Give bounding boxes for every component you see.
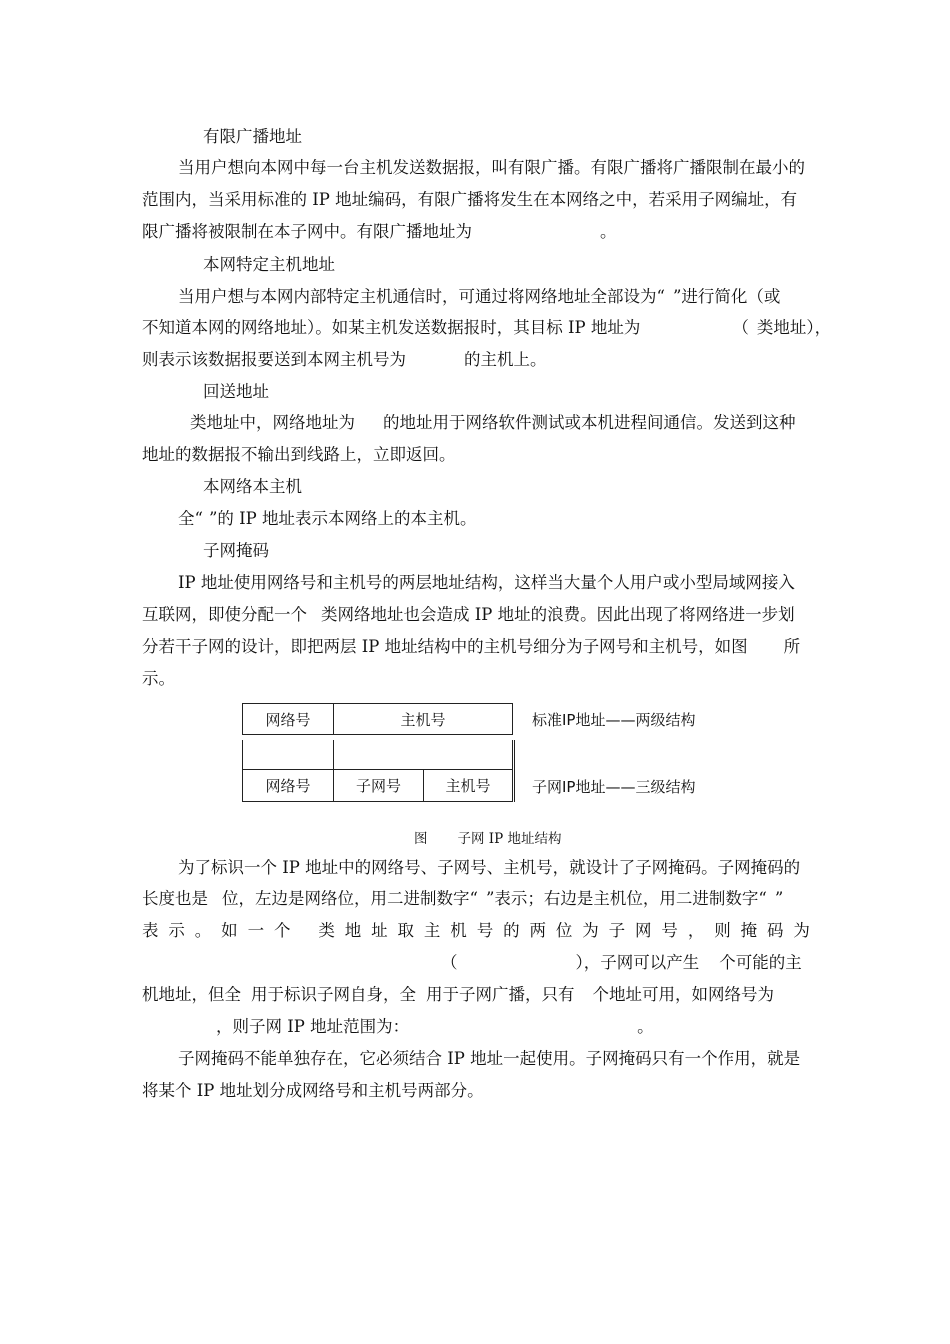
justified-char: 机 — [450, 921, 467, 940]
text-span: 则表示该数据报要送到本网主机号为 — [142, 350, 406, 369]
justified-char: 两 — [529, 921, 546, 940]
justified-char: 地 — [344, 921, 362, 940]
text-span: ” — [774, 889, 784, 908]
justified-char: 掩 — [740, 921, 758, 940]
caption-prefix: 图 — [414, 831, 428, 847]
network-field-box: 网络号 — [242, 703, 334, 735]
text-span: （ — [441, 953, 458, 972]
text-span: 互联网，即使分配一个 — [142, 605, 307, 624]
paragraph-line — [142, 349, 547, 371]
justified-char: 取 — [397, 921, 415, 940]
paragraph-line — [441, 952, 802, 974]
justified-char: 址 — [371, 921, 388, 940]
divider-line — [333, 740, 334, 769]
justified-char: 表 — [142, 921, 159, 940]
heading-subnet-mask: 子网掩码 — [203, 541, 269, 560]
justified-char: 码 — [766, 921, 784, 940]
text-span: 个地址可用，如网络号为 — [592, 985, 774, 1004]
justified-char: 如 — [221, 921, 238, 940]
text-span: 长度也是 — [142, 889, 208, 908]
heading-loopback: 回送地址 — [203, 382, 269, 401]
text-span: 的主机上。 — [464, 350, 547, 369]
text-span: ），子网可以产生 — [575, 953, 700, 972]
justified-char: 位 — [555, 921, 573, 940]
justified-char: 个 — [273, 921, 291, 940]
paragraph-line — [178, 286, 780, 308]
text-span: 类地址中，网络地址为 — [190, 413, 355, 432]
text-span: ”进行简化（或 — [672, 287, 781, 306]
text-span: 当用户想与本网内部特定主机通信时，可通过将网络地址全部设为“ — [178, 287, 665, 306]
heading-this-host: 本网络本主机 — [203, 477, 302, 496]
divider-line — [514, 740, 515, 802]
justified-char: 为 — [793, 921, 810, 940]
text-span: 位，左边是网络位，用二进制数字“ — [222, 889, 478, 908]
paragraph-line — [142, 317, 831, 339]
justified-char: 子 — [608, 921, 626, 940]
divider-line — [512, 740, 513, 769]
three-level-label: 子网IP地址——三级结构 — [532, 778, 696, 796]
heading-local-host: 本网特定主机地址 — [203, 255, 335, 274]
host-field-box: 主机号 — [423, 769, 513, 802]
text-span: 全“ — [178, 509, 203, 528]
paragraph-line — [142, 984, 774, 1006]
paragraph-line — [216, 1016, 654, 1038]
paragraph-line — [178, 508, 476, 530]
paragraph-line — [142, 604, 795, 626]
paragraph-line: 范围内，当采用标准的 IP 地址编码，有限广播将发生在本网络之中，若采用子网编址，有 — [142, 190, 798, 209]
text-span: 用于标识子网自身，全 — [251, 985, 416, 1004]
text-span: （ — [732, 318, 749, 337]
divider-line — [242, 740, 243, 769]
paragraph-line: 将某个 IP 地址划分成网络号和主机号两部分。 — [142, 1081, 484, 1100]
paragraph-line: 示。 — [142, 669, 175, 688]
text-span: 。 — [637, 1017, 654, 1036]
two-level-label: 标准IP地址——两级结构 — [532, 711, 696, 729]
paragraph-line: 子网掩码不能单独存在，它必须结合 IP 地址一起使用。子网掩码只有一个作用，就是 — [178, 1049, 801, 1068]
text-span: 机地址，但全 — [142, 985, 241, 1004]
text-span: 类地址）， — [756, 318, 832, 337]
host-field-box: 主机号 — [333, 703, 513, 735]
text-span: 。 — [600, 222, 617, 241]
paragraph-line: 为了标识一个 IP 地址中的网络号、子网号、主机号，就设计了子网掩码。子网掩码的 — [178, 858, 801, 877]
justified-char: 号 — [661, 921, 678, 940]
text-span: 限广播将被限制在本子网中。有限广播地址为 — [142, 222, 472, 241]
text-span: 的地址用于网络软件测试或本机进程间通信。发送到这种 — [383, 413, 796, 432]
justified-char: 。 — [194, 921, 212, 940]
subnet-field-box: 子网号 — [333, 769, 424, 802]
caption-text: 子网 IP 地址结构 — [457, 831, 562, 847]
text-span: ，则子网 IP 地址范围为： — [216, 1017, 410, 1036]
text-span: 不知道本网的网络地址）。如某主机发送数据报时，其目标 IP 地址为 — [142, 318, 641, 337]
paragraph-line — [142, 888, 783, 910]
justified-char: 类 — [318, 921, 335, 940]
paragraph-line — [142, 636, 800, 658]
text-span: 分若干子网的设计，即把两层 IP 地址结构中的主机号细分为子网号和主机号，如图 — [142, 637, 748, 656]
justified-line — [142, 920, 810, 942]
paragraph-line — [190, 412, 796, 434]
justified-char: ， — [687, 921, 705, 940]
justified-char: 为 — [582, 921, 599, 940]
justified-char: 示 — [168, 921, 185, 940]
justified-char: 号 — [476, 921, 494, 940]
paragraph-line: 当用户想向本网中每一台主机发送数据报，叫有限广播。有限广播将广播限制在最小的 — [178, 158, 805, 177]
text-span: 用于子网广播，只有 — [426, 985, 575, 1004]
text-span: ”的 IP 地址表示本网络上的本主机。 — [208, 509, 477, 528]
justified-char: 的 — [503, 921, 520, 940]
justified-char: 一 — [247, 921, 265, 940]
paragraph-line: IP 地址使用网络号和主机号的两层地址结构，这样当大量个人用户或小型局域网接入 — [178, 573, 795, 592]
heading-limited-broadcast: 有限广播地址 — [203, 127, 302, 146]
figure-caption — [414, 827, 562, 847]
text-span: 类网络地址也会造成 IP 地址的浪费。因此出现了将网络进一步划 — [321, 605, 795, 624]
paragraph-line — [142, 221, 617, 243]
text-span: 个可能的主 — [719, 953, 802, 972]
network-field-box: 网络号 — [242, 769, 334, 802]
justified-char: 则 — [714, 921, 731, 940]
paragraph-line: 地址的数据报不输出到线路上，立即返回。 — [142, 445, 456, 464]
justified-char: 网 — [635, 921, 652, 940]
text-span: ”表示；右边是主机位，用二进制数字“ — [485, 889, 767, 908]
justified-char: 主 — [423, 921, 441, 940]
text-span: 所 — [783, 637, 801, 656]
